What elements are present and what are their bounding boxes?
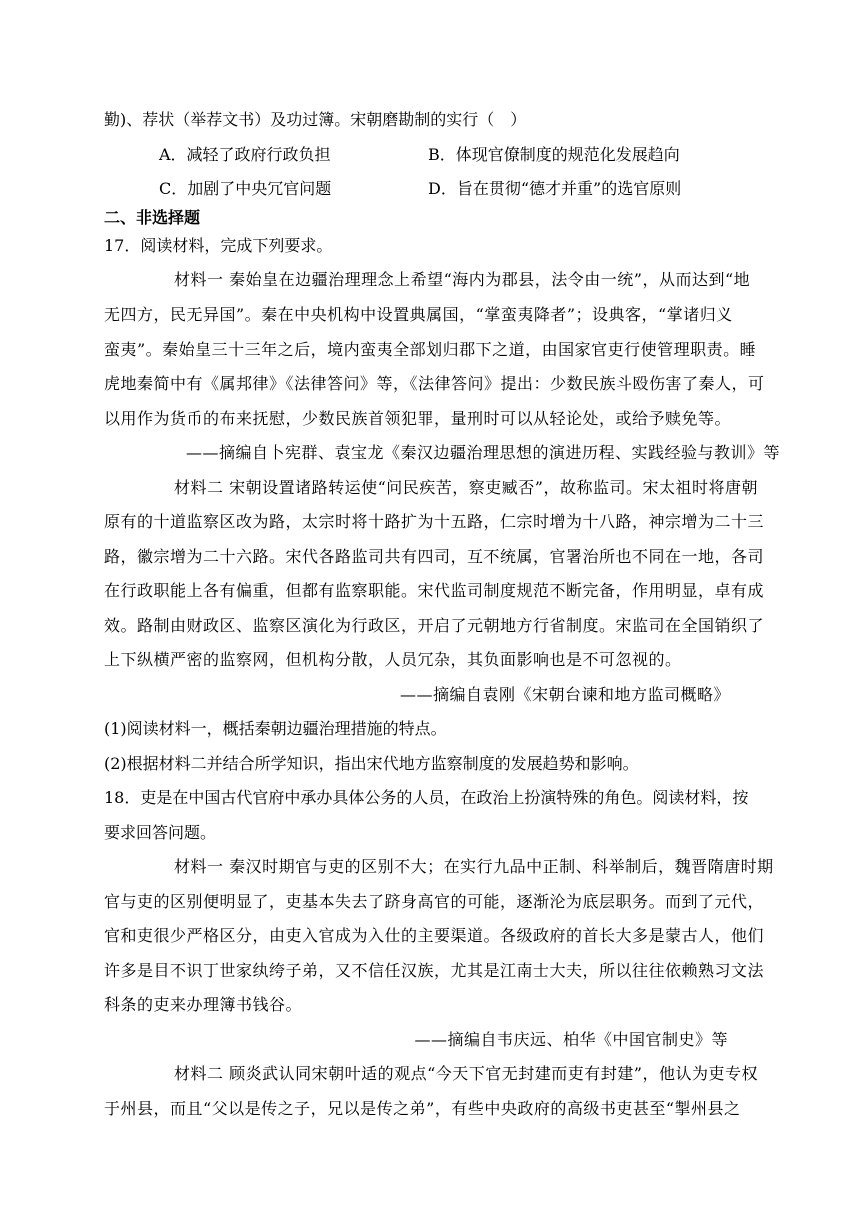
- q18-source1: ——摘编自韦庆远、柏华《中国官制史》等: [414, 1030, 728, 1049]
- q18-material1-line: 官和吏很少严格区分，由吏入官成为入仕的主要渠道。各级政府的首长大多是蒙古人，他们: [104, 926, 765, 945]
- q16-option-c: C．加剧了中央冗官问题: [159, 179, 332, 198]
- q18-material1-line: 材料一 秦汉时期官与吏的区别不大；在实行九品中正制、科举制后，魏晋隋唐时期: [174, 857, 774, 876]
- q17-material1-line: 虎地秦简中有《属邦律》《法律答问》等，《法律答问》提出：少数民族斗殴伤害了秦人，可: [104, 374, 765, 393]
- q18-material2-line: 于州县，而且“父以是传之子，兄以是传之弟”，有些中央政府的高级书吏甚至“掣州县之: [104, 1099, 741, 1118]
- q17-question-1: (1)阅读材料一，概括秦朝边疆治理措施的特点。: [104, 719, 447, 738]
- q17-source1: ——摘编自卜宪群、袁宝龙《秦汉边疆治理思想的演进历程、实践经验与教训》等: [186, 443, 781, 462]
- section-title: 二、非选择题: [104, 208, 201, 227]
- q17-material2-line: 在行政职能上各有偏重，但都有监察职能。宋代监司制度规范不断完备，作用明显，卓有成: [104, 581, 765, 600]
- q18-stem-line: 要求回答问题。: [104, 823, 217, 842]
- q18-stem-line: 18．吏是在中国古代官府中承办具体公务的人员，在政治上扮演特殊的角色。阅读材料，按: [104, 788, 749, 807]
- q18-material1-line: 科条的吏来办理簿书钱谷。: [104, 995, 303, 1014]
- q16-option-b: B．体现官僚制度的规范化发展趋向: [428, 145, 680, 164]
- q17-material2-line: 效。路制由财政区、监察区演化为行政区，开启了元朝地方行省制度。宋监司在全国销织了: [104, 616, 765, 635]
- q18-material1-line: 官与吏的区别便明显了，吏基本失去了跻身高官的可能，逐渐沦为底层职务。而到了元代，: [104, 892, 765, 911]
- q17-material1-line: 蛮夷”。秦始皇三十三年之后，境内蛮夷全部划归郡下之道，由国家官吏行使管理职责。睡: [104, 340, 757, 359]
- q17-question-2: (2)根据材料二并结合所学知识，指出宋代地方监察制度的发展趋势和影响。: [104, 754, 639, 773]
- q17-source2: ——摘编自袁刚《宋朝台谏和地方监司概略》: [400, 685, 731, 704]
- q18-material2-line: 材料二 顾炎武认同宋朝叶适的观点“今天下官无封建而吏有封建”，他认为吏专权: [174, 1064, 758, 1083]
- q17-material1-line: 以用作为货币的布来抚慰，少数民族首领犯罪，量刑时可以从轻论处，或给予赎免等。: [104, 409, 732, 428]
- q17-material2-line: 路，徽宗增为二十六路。宋代各路监司共有四司，互不统属，官署治所也不同在一地，各司: [104, 547, 765, 566]
- q17-stem: 17．阅读材料，完成下列要求。: [104, 236, 333, 255]
- q17-material2-line: 材料二 宋朝设置诸路转运使“问民疾苦，察吏臧否”，故称监司。宋太祖时将唐朝: [174, 478, 758, 497]
- q17-material1-line: 无四方，民无异国”。秦在中央机构中设置典属国，“掌蛮夷降者”；设典客，“掌诸归义: [104, 305, 733, 324]
- q18-material1-line: 许多是目不识丁世家纨绔子弟，又不信任汉族，尤其是江南士大夫，所以往往依赖熟习文法: [104, 961, 765, 980]
- q17-material2-line: 上下纵横严密的监察网，但机构分散，人员冗杂，其负面影响也是不可忽视的。: [104, 650, 682, 669]
- q16-option-d: D．旨在贯彻“德才并重”的选官原则: [428, 179, 682, 198]
- q16-stem-end: 勤)、荐状（举荐文书）及功过簿。宋朝磨勘制的实行（ ）: [104, 110, 527, 129]
- q17-material2-line: 原有的十道监察区改为路，太宗时将十路扩为十五路，仁宗时增为十八路，神宗增为二十三: [104, 512, 765, 531]
- q17-material1-line: 材料一 秦始皇在边疆治理理念上希望“海内为郡县，法令由一统”，从而达到“地: [174, 270, 751, 289]
- q16-option-a: A．减轻了政府行政负担: [159, 145, 331, 164]
